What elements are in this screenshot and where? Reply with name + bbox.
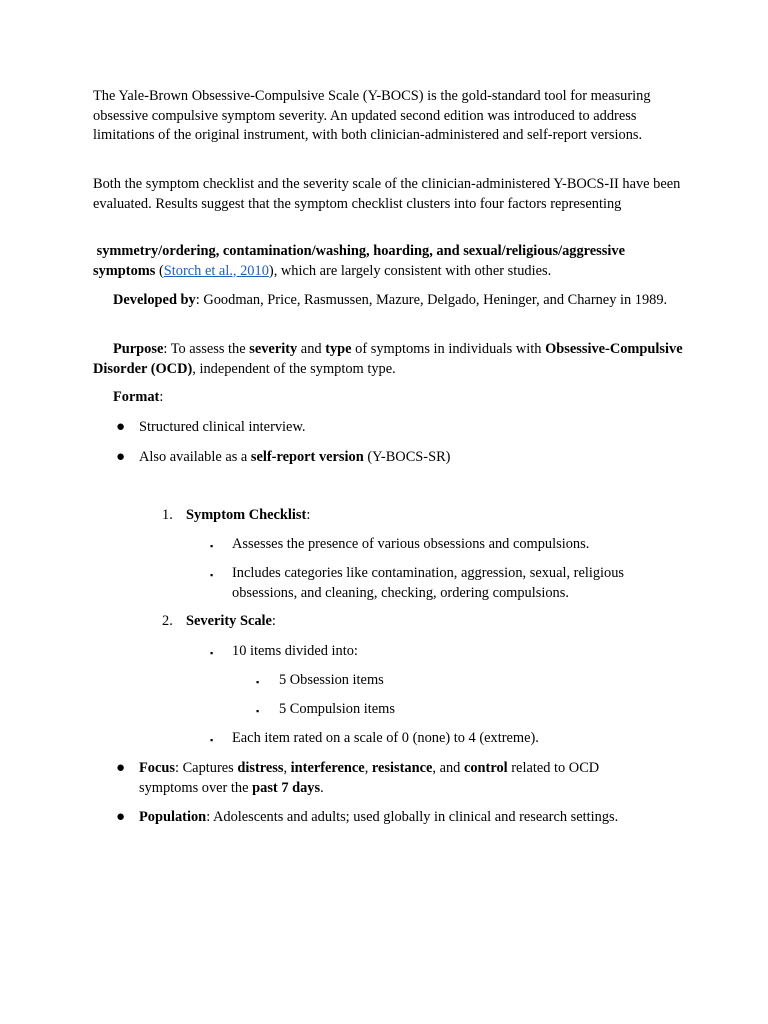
factors-list-paragraph: symmetry/ordering, contamination/washing, hoarding, and sexual/religious/aggressive symptoms (Storch et al., 2010), which are largely consistent with other studies. bbox=[93, 243, 625, 279]
document-page: The Yale-Brown Obsessive-Compulsive Scale (Y-BOCS) is the gold-standard tool for measuring obsessive compulsive symptom severity. An updated second edition was introduced to address limitations of the original instrument, with both clinician-administered and self-report versions. Both the symptom checklist and the severity scale of the clinician-administered Y-BOCS-II have been evaluated. Results suggest that the symptom checklist clusters into four factors representing symmetry/ordering, contamination/washing, hoarding, and sexual/religious/aggressive symptoms (Storch et al., 2010), which are largely consistent with other studies. Developed by: Goodman, Price, Rasmussen, Mazure, Delgado, Heninger, and Charney in 1989. Purpose: To assess the severity and type of symptoms in individuals with Obsessive-Compulsive Disorder (OCD), independent of the symptom type. Format: ● Structured clinical interview. ● Also available as a self-report version (Y-BOCS-SR) 1. Symptom Checklist: ▪ Assesses the presence of various obsessions and compulsions. ▪ Includes categories like contamination, aggression, sexual, religious obsessions, and cleaning, checking, ordering compulsions. 2. Severity Scale: ▪ 10 items divided into: ▪ 5 Obsession items ▪ 5 Compulsion items ▪ Each item rated on a scale of 0 (none) to 4 (extreme). ● Focus: Captures distress, interference, resistance, and control related to OCD symptoms over the past 7 days. ● Population: Adolescents and adults; used globally in clinical and research settings. bbox=[0, 0, 768, 1024]
factors-bold: symmetry/ordering, contamination/washing, hoarding, and sexual/religious/aggressive symptoms bbox=[93, 243, 625, 279]
list-number: 1. bbox=[162, 507, 173, 523]
list-number: 2. bbox=[162, 613, 173, 629]
list-item: Symptom Checklist: bbox=[186, 507, 311, 523]
list-item: Each item rated on a scale of 0 (none) to 4 (extreme). bbox=[232, 730, 539, 746]
list-item: 5 Obsession items bbox=[279, 672, 384, 688]
list-item: 10 items divided into: bbox=[232, 643, 358, 659]
factors-text: Both the symptom checklist and the severity scale of the clinician-administered Y-BOCS-II have been evaluated. Results suggest that the symptom checklist clusters into four factors representing bbox=[93, 176, 681, 212]
focus-item: Focus: Captures distress, interference, resistance, and control related to OCD symptoms over the past 7 days. bbox=[139, 760, 600, 796]
list-item: Also available as a self-report version (Y-BOCS-SR) bbox=[139, 449, 451, 465]
list-item: Includes categories like contamination, aggression, sexual, religious obsessions, and cleaning, checking, ordering compulsions. bbox=[232, 565, 625, 601]
developed-by: Developed by: Goodman, Price, Rasmussen, Mazure, Delgado, Heninger, and Charney in 1989. bbox=[113, 292, 668, 308]
intro-paragraph: The Yale-Brown Obsessive-Compulsive Scale (Y-BOCS) is the gold-standard tool for measuring obsessive compulsive symptom severity. An updated second edition was introduced to address limitations of the original instrument, with both clinician-administered and self-report versions. bbox=[93, 88, 651, 143]
factors-paragraph bbox=[93, 175, 683, 214]
list-item: Structured clinical interview. bbox=[139, 419, 306, 435]
format-heading: Format: bbox=[113, 389, 164, 405]
citation-link[interactable]: Storch et al., 2010 bbox=[163, 262, 269, 279]
list-item: Assesses the presence of various obsessions and compulsions. bbox=[232, 536, 590, 552]
purpose: Purpose: To assess the severity and type of symptoms in individuals with Obsessive-Compulsive Disorder (OCD), independent of the symptom type. bbox=[93, 341, 683, 377]
list-item: 5 Compulsion items bbox=[279, 701, 395, 717]
list-item: Severity Scale: bbox=[186, 613, 276, 629]
population-item: Population: Adolescents and adults; used globally in clinical and research settings. bbox=[139, 809, 619, 825]
